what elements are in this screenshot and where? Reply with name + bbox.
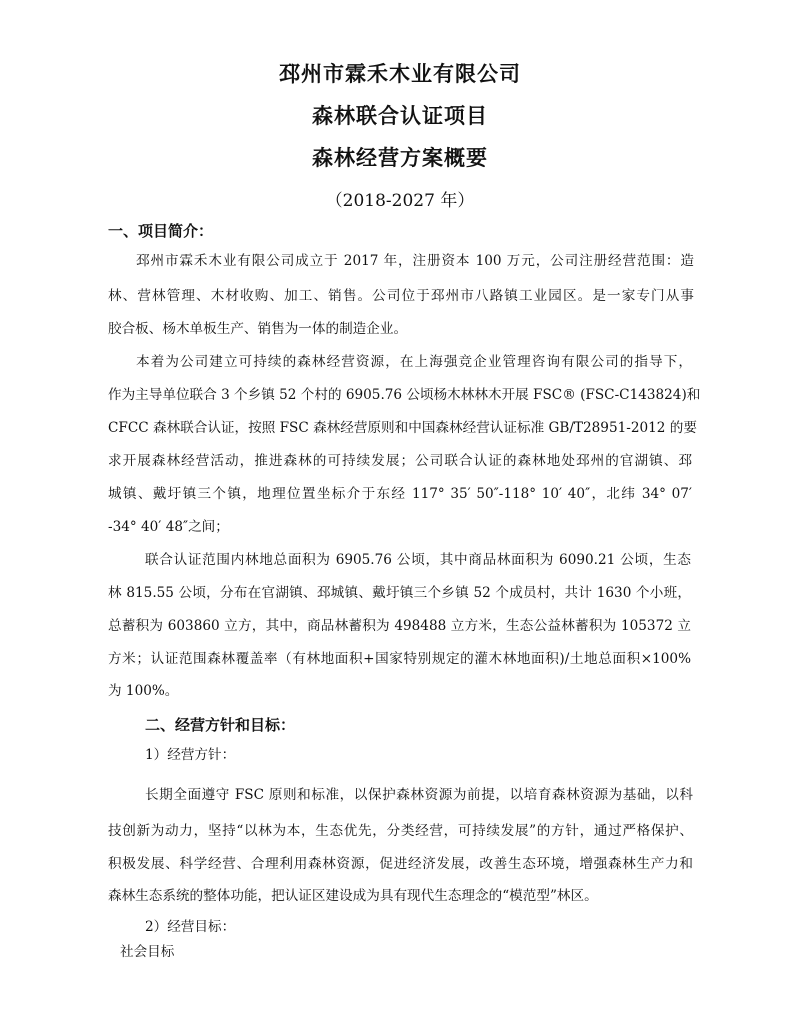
paragraph-line: 技创新为动力，坚持“以林为本，生态优先，分类经营，可持续发展”的方针，通过严格保护、 (108, 823, 693, 839)
paragraph-line: 求开展森林经营活动，推进森林的可持续发展；公司联合认证的森林地处邳州的官湖镇、邳 (108, 453, 692, 469)
paragraph-line: 长期全面遵守 FSC 原则和标准，以保护森林资源为前提，以培育森林资源为基础，以科 (145, 787, 693, 803)
paragraph-line: 积极发展、科学经营、合理利用森林资源，促进经济发展，改善生态环境，增强森林生产力和 (108, 856, 693, 872)
paragraph-line: 方米；认证范围森林覆盖率（有林地面积+国家特别规定的灌木林地面积)/土地总面积×100% (108, 651, 691, 667)
paragraph-line: 林 815.55 公顷，分布在官湖镇、邳城镇、戴圩镇三个乡镇 52 个成员村，共计 1630 个小班， (108, 585, 691, 601)
subheading-policy: 1）经营方针： (145, 747, 236, 763)
paragraph-line: 联合认证范围内林地总面积为 6905.76 公顷，其中商品林面积为 6090.21 公顷，生态 (145, 552, 691, 568)
paragraph-line: 胶合板、杨木单板生产、销售为一体的制造企业。 (108, 321, 408, 337)
paragraph-line: 邳州市霖禾木业有限公司成立于 2017 年，注册资本 100 万元，公司注册经营范围：造 (136, 253, 694, 269)
section1-heading: 一、项目简介： (108, 222, 214, 240)
company-title: 邳州市霖禾木业有限公司 (279, 62, 521, 86)
subheading-social-goals: 社会目标 (120, 944, 175, 960)
plan-title: 森林经营方案概要 (312, 146, 488, 170)
paragraph-line: 城镇、戴圩镇三个镇，地理位置坐标介于东经 117° 35′ 50″-118° 10′ 40″，北纬 34° 07′ (108, 486, 692, 502)
paragraph-line: 森林生态系统的整体功能，把认证区建设成为具有现代生态理念的“模范型”林区。 (108, 888, 598, 904)
section2-heading: 二、经营方针和目标： (145, 716, 296, 734)
paragraph-line: 本着为公司建立可持续的森林经营资源，在上海强竞企业管理咨询有限公司的指导下， (136, 354, 692, 370)
paragraph-line: 总蓄积为 603860 立方，其中，商品林蓄积为 498488 立方米，生态公益林蓄积为 105372 立 (108, 618, 691, 634)
paragraph-line: 作为主导单位联合 3 个乡镇 52 个村的 6905.76 公顷杨木林林木开展 FSC® (FSC-C143824)和 (108, 387, 701, 403)
paragraph-line: CFCC 森林联合认证，按照 FSC 森林经营原则和中国森林经营认证标准 GB/T28951-2012 的要 (108, 420, 697, 436)
project-title: 森林联合认证项目 (312, 104, 488, 128)
years-subtitle: （2018-2027 年） (325, 191, 475, 211)
paragraph-line: 林、营林管理、木材收购、加工、销售。公司位于邳州市八路镇工业园区。是一家专门从事 (108, 288, 694, 304)
subheading-goals: 2）经营目标： (145, 919, 236, 935)
paragraph-line: -34° 40′ 48″之间； (108, 519, 229, 535)
paragraph-line: 为 100%。 (108, 683, 179, 699)
